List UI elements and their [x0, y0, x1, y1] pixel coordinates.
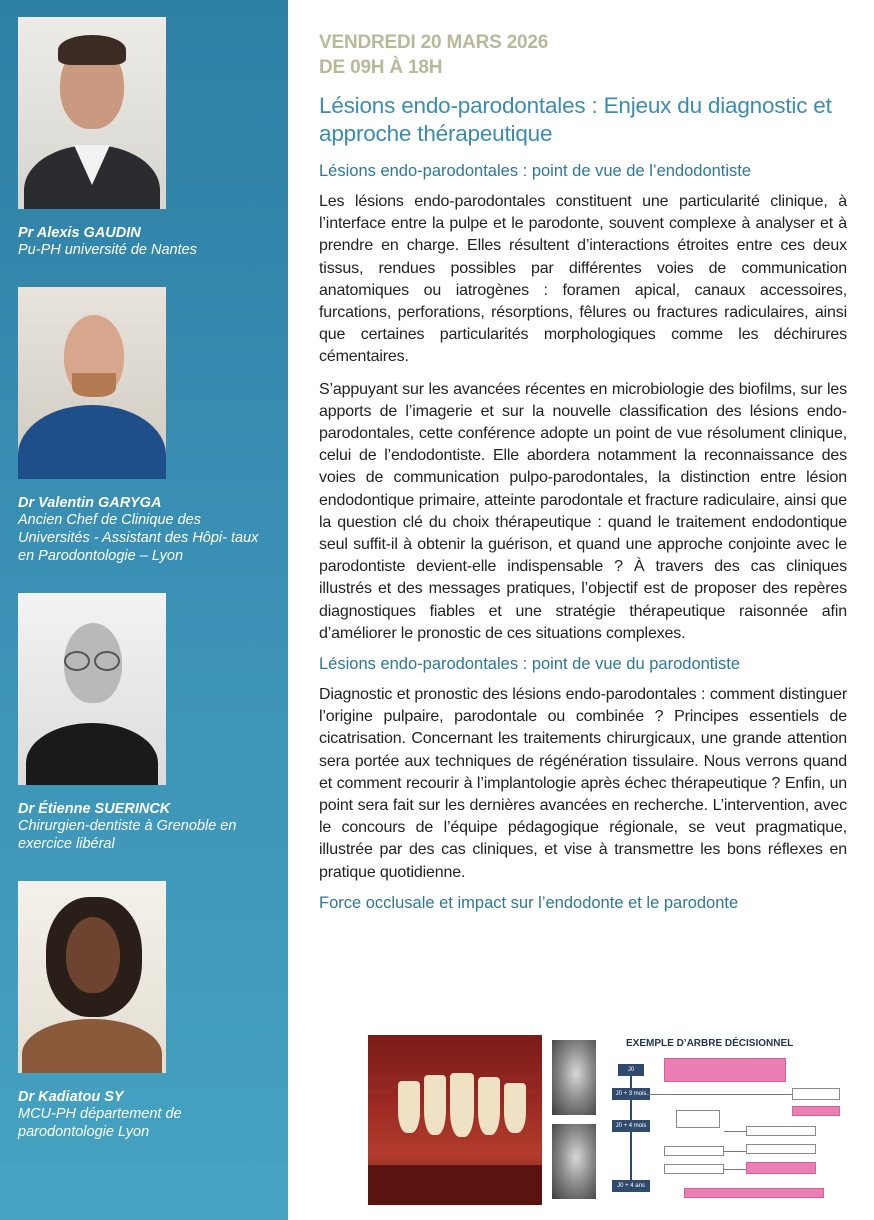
timeline-node: J0 — [618, 1064, 644, 1076]
speaker-name: Dr Étienne SUERINCK — [18, 801, 171, 817]
clinical-photo — [368, 1035, 542, 1205]
speaker-card — [18, 593, 268, 853]
timeline-node: J0 + 4 ans — [612, 1180, 650, 1192]
speaker-photo — [18, 17, 166, 209]
speaker-card — [18, 287, 268, 565]
speaker-photo — [18, 287, 166, 479]
speaker-photo — [18, 881, 166, 1073]
xray-image — [552, 1124, 596, 1199]
speaker-role: Pu-PH université de Nantes — [18, 242, 197, 258]
speaker-role: MCU-PH département de parodontologie Lyon — [18, 1106, 182, 1140]
section-paragraph: S’appuyant sur les avancées récentes en microbiologie des biofilms, sur les apports de l’imagerie et sur la nouvelle classification des lésions endo-parodontales, cette conférence adopte un point de vue résolument clinique, celui de l’endodontiste. Elle abordera notamment la reconnaissance des voies de communication pulpo-parodontales, la distinction entre lésion endodontique primaire, atteinte parodontale et fracture radiculaire, ainsi que la question clé du choix thérapeutique : quand le traitement endodontique seul suffit-il à obtenir la guérison, et quand une approche conjointe avec le parodontiste devient-elle indispensable ? À travers des cas cliniques illustrés et des messages pratiques, l’objectif est de proposer des repères diagnostiques fiables et une stratégie thérapeutique raisonnée afin d’améliorer le pronostic de ces situations complexes. — [319, 380, 847, 642]
speaker-name: Dr Valentin GARYGA — [18, 495, 162, 511]
event-title: Lésions endo-parodontales : Enjeux du diagnostic et approche thérapeutique — [319, 93, 832, 146]
section-paragraph: Les lésions endo-parodontales constituent une particularité clinique, à l’interface entre la pulpe et le parodonte, souvent complexe à analyser et à prendre en charge. Elles résultent d’interactions étroites entre ces deux tissus, rendues possibles par différentes voies de communication anatomiques ou iatrogènes : foramen apical, canaux accessoires, furcations, perforations, résorptions, fêlures ou fractures radiculaires, ainsi que certaines particularités morphologiques comme les déchirures cémentaires. — [319, 193, 847, 366]
section-heading: Lésions endo-parodontales : point de vue du parodontiste — [319, 655, 741, 674]
speaker-name: Dr Kadiatou SY — [18, 1089, 124, 1105]
speaker-photo — [18, 593, 166, 785]
main-content — [319, 30, 847, 913]
timeline-node: J0 + 3 mois — [612, 1088, 650, 1100]
speaker-name: Pr Alexis GAUDIN — [18, 225, 141, 241]
decision-tree — [606, 1030, 858, 1208]
xray-image — [552, 1040, 596, 1115]
event-date: VENDREDI 20 MARS 2026 — [319, 32, 549, 53]
decision-tree-title: EXEMPLE D’ARBRE DÉCISIONNEL — [626, 1038, 794, 1049]
timeline-node: J0 + 4 mois — [612, 1120, 650, 1132]
section-heading: Force occlusale et impact sur l’endodonte et le parodonte — [319, 893, 739, 912]
speaker-card — [18, 881, 268, 1141]
section-paragraph: Diagnostic et pronostic des lésions endo-parodontales : comment distinguer l’origine pulpaire, parodontale ou combinée ? Principes essentiels de cicatrisation. Concernant les traitements chirurgicaux, une grande attention sera portée aux techniques de régénération tissulaire. Nous verrons quand et comment recourir à l’implantologie après échec thérapeutique ? Enfin, un point sera fait sur les dernières avancées en recherche. L’intervention, avec le concours de l’équipe pédagogique régionale, se veut pragmatique, illustrée par des cas cliniques, et vise à transmettre les bons réflexes en pratique quotidienne. — [319, 686, 847, 881]
event-time: DE 09H À 18H — [319, 57, 443, 78]
speaker-role: Chirurgien-dentiste à Grenoble en exercice libéral — [18, 818, 237, 852]
speaker-card — [18, 17, 268, 259]
speakers-sidebar — [0, 0, 288, 1220]
speaker-role: Ancien Chef de Clinique des Universités - Assistant des Hôpi- taux en Parodontologie – Lyon — [18, 512, 259, 564]
section-heading: Lésions endo-parodontales : point de vue de l’endodontiste — [319, 162, 752, 180]
